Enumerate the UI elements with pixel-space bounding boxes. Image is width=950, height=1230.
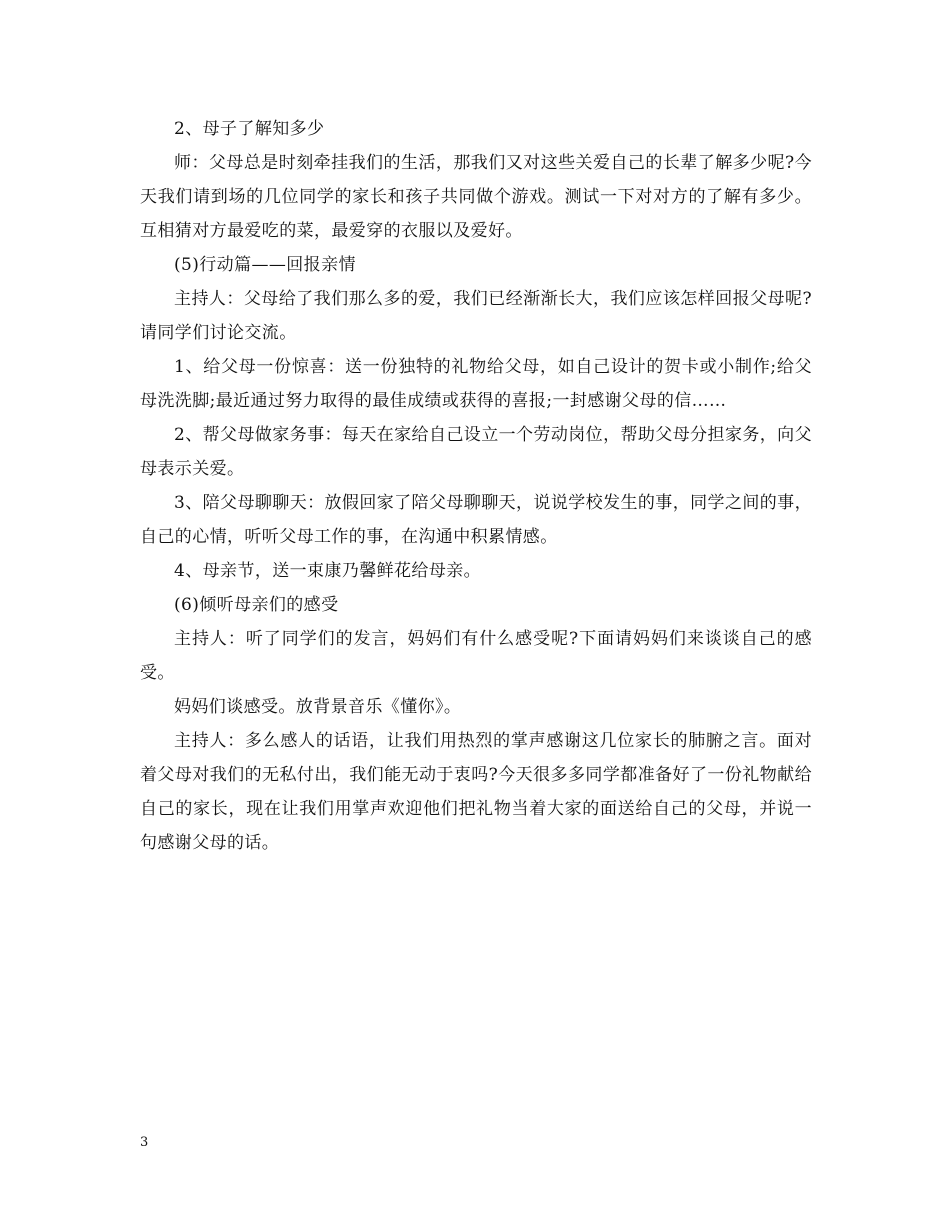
paragraph-host-discussion: 主持人：父母给了我们那么多的爱，我们已经渐渐长大，我们应该怎样回报父母呢?请同学们讨论交流。: [140, 289, 812, 343]
paragraph-mothers-day: 4、母亲节，送一束康乃馨鲜花给母亲。: [174, 561, 482, 581]
paragraph-host-closing: 主持人：多么感人的话语，让我们用热烈的掌声感谢这几位家长的肺腑之言。面对着父母对我们的无私付出，我们能无动于衷吗?今天很多多同学都准备好了一份礼物献给自己的家长，现在让我们用掌声欢迎他们把礼物当着大家的面送给自己的父母，并说一句感谢父母的话。: [140, 731, 812, 853]
paragraph-host-feelings: 主持人：听了同学们的发言，妈妈们有什么感受呢?下面请妈妈们来谈谈自己的感受。: [140, 629, 812, 683]
paragraph-teacher-intro: 师：父母总是时刻牵挂我们的生活，那我们又对这些关爱自己的长辈了解多少呢?今天我们请到场的几位同学的家长和孩子共同做个游戏。测试一下对对方的了解有多少。互相猜对方最爱吃的菜，最爱穿的衣服以及爱好。: [140, 153, 812, 241]
paragraph-surprise: 1、给父母一份惊喜：送一份独特的礼物给父母，如自己设计的贺卡或小制作;给父母洗洗脚;最近通过努力取得的最佳成绩或获得的喜报;一封感谢父母的信……: [140, 357, 812, 411]
paragraph-heading-listen: (6)倾听母亲们的感受: [174, 595, 339, 615]
paragraph-heading-action: (5)行动篇——回报亲情: [174, 255, 356, 275]
paragraph-heading-mother-child: 2、母子了解知多少: [174, 119, 325, 139]
document-body: [140, 112, 812, 860]
paragraph-mothers-talk: 妈妈们谈感受。放背景音乐《懂你》。: [174, 697, 462, 717]
paragraph-housework: 2、帮父母做家务事：每天在家给自己设立一个劳动岗位，帮助父母分担家务，向父母表示关爱。: [140, 425, 812, 479]
paragraph-chat: 3、陪父母聊聊天：放假回家了陪父母聊聊天，说说学校发生的事，同学之间的事，自己的心情，听听父母工作的事，在沟通中积累情感。: [140, 493, 812, 547]
page-number: 3: [140, 1135, 149, 1150]
